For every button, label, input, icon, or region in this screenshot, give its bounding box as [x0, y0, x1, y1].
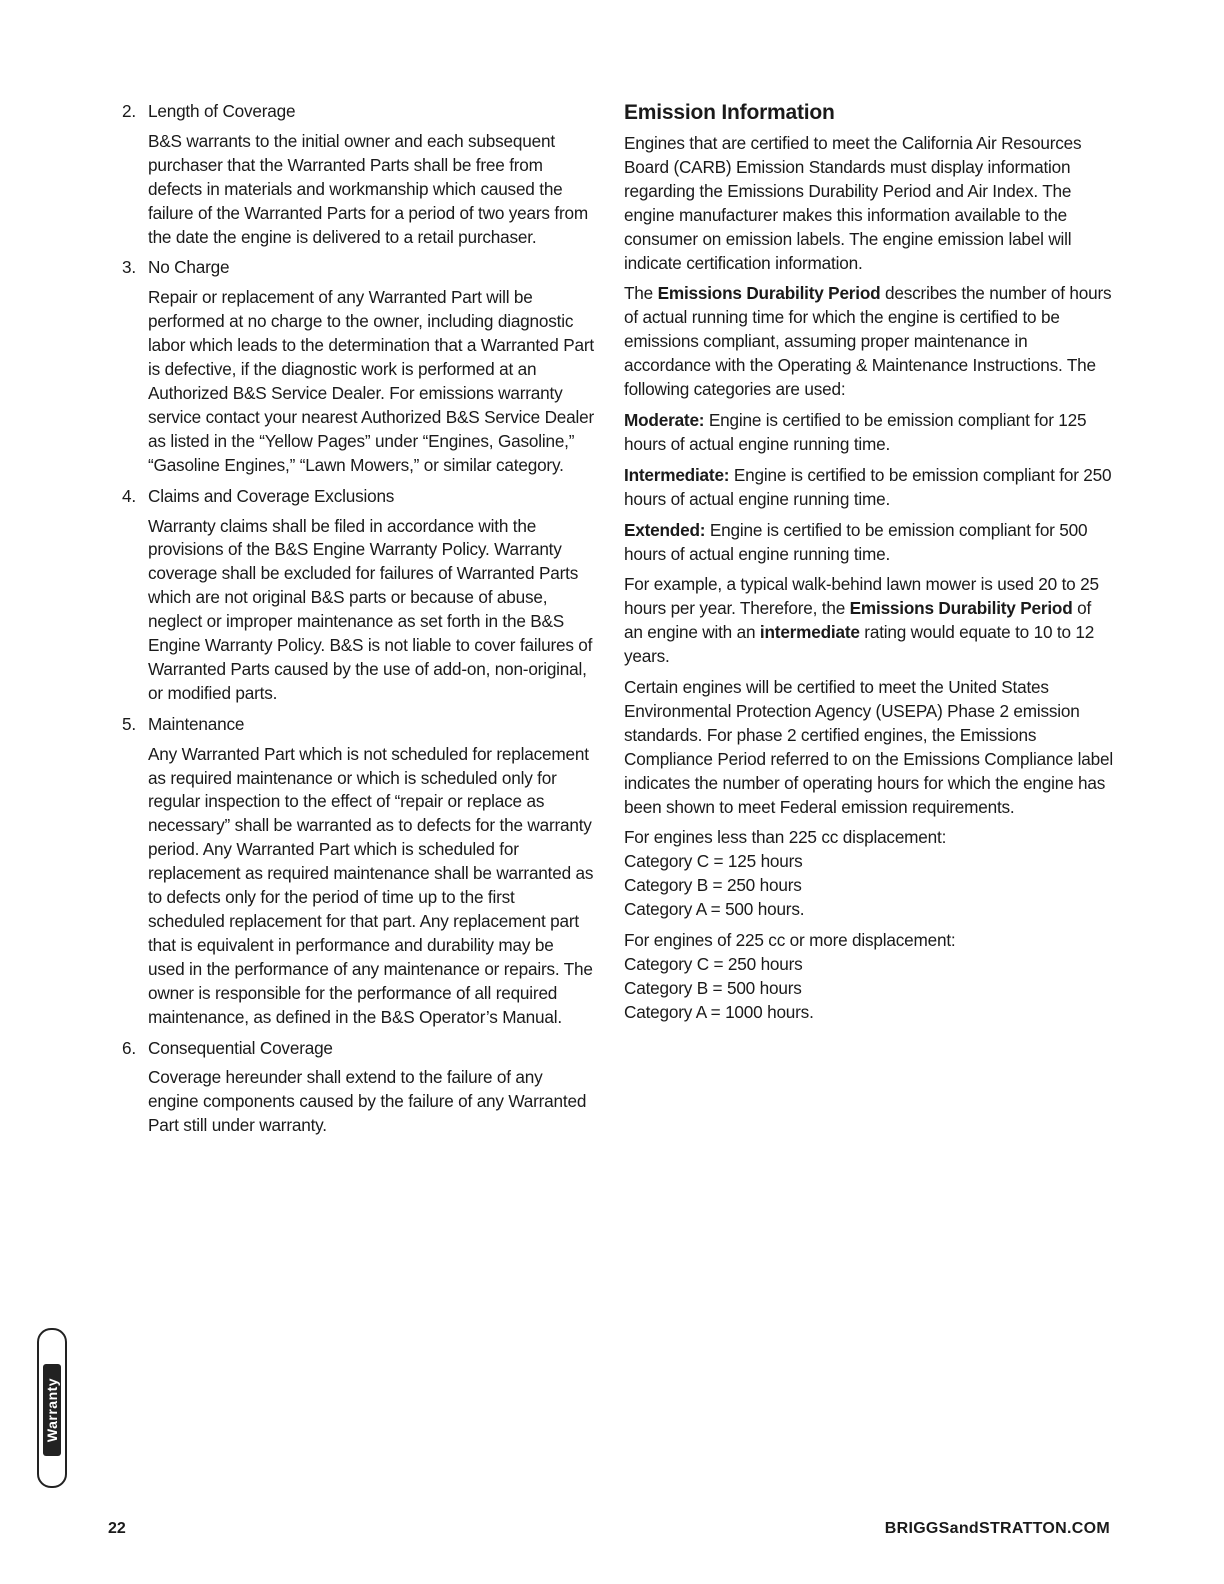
item-body: Repair or replacement of any Warranted Part will be performed at no charge to the owner, including diagnostic labor which leads to the determination that a Warranted Part is defective, if the diagnostic work is performed at an Authorized B&S Service Dealer. For emissions warranty service contact your nearest Authorized B&S Service Dealer as listed in the “Yellow Pages” under “Engines, Gasoline,” “Gasoline Engines,” “Lawn Mowers,” or similar category. — [148, 287, 594, 475]
left-column — [122, 100, 594, 1145]
item-title: Maintenance — [148, 713, 245, 734]
term-emphasis: Emissions Durability Period — [849, 598, 1073, 619]
item-number: 6. — [122, 1037, 136, 1058]
term-emphasis: intermediate — [759, 622, 860, 643]
category-term: Intermediate: — [624, 464, 730, 485]
term-emphasis: Emissions Durability Period — [657, 283, 881, 304]
website-url: BRIGGSandSTRATTON.COM — [884, 1520, 1110, 1537]
warranty-terms-list — [122, 100, 594, 1138]
item-number: 5. — [122, 713, 136, 734]
item-body: B&S warrants to the initial owner and each subsequent purchaser that the Warranted Parts shall be free from defects in materials and workmanship which caused the failure of the Warranted Parts for a period of two years from the date the engine is delivered to a retail purchaser. — [148, 130, 588, 247]
text-span: of an engine with an — [624, 598, 1092, 643]
right-column — [624, 100, 1114, 1032]
large-engine-categories — [624, 929, 1114, 1025]
side-tab-label-box — [43, 1364, 61, 1456]
text-span: The — [624, 283, 658, 304]
category-extended — [624, 519, 1114, 567]
category-term: Extended: — [624, 519, 706, 540]
list-item — [122, 100, 594, 249]
side-tab-label: Warranty — [44, 1377, 60, 1443]
category-text: Engine is certified to be emission compliant for 125 hours of actual engine running time. — [624, 409, 1087, 454]
item-title: Length of Coverage — [148, 101, 296, 121]
small-engine-heading: For engines less than 225 cc displacement: — [624, 827, 947, 848]
list-item — [122, 256, 594, 477]
list-item — [122, 713, 594, 1030]
list-item — [122, 485, 594, 706]
item-title: Claims and Coverage Exclusions — [148, 485, 395, 506]
item-number: 2. — [122, 101, 136, 121]
list-item — [122, 1037, 594, 1139]
page-number: 22 — [108, 1520, 126, 1537]
item-body: Any Warranted Part which is not scheduled for replacement as required maintenance or which is scheduled only for regular inspection to the effect of “repair or replace as necessary” shall be warranted as to defects for the warranty period. Any Warranted Part which is scheduled for replacement as required maintenance shall be warranted as to defects only for the period of time up to the first scheduled replacement for that part. Any replacement part that is equivalent in performance and durability may be used in the performance of any maintenance or repairs. The owner is responsible for the performance of all required maintenance, as defined in the B&S Operator’s Manual. — [148, 743, 594, 1027]
item-title: No Charge — [148, 257, 230, 278]
category-line: Category B = 250 hours — [624, 875, 802, 896]
item-body: Warranty claims shall be filed in accordance with the provisions of the B&S Engine Warranty Policy. Warranty coverage shall be excluded for failures of Warranted Parts which are not original B&S parts or because of abuse, neglect or improper maintenance as set forth in the B&S Engine Warranty Policy. B&S is not liable to cover failures of Warranted Parts caused by the use of add-on, non-original, or modified parts. — [148, 515, 593, 703]
category-moderate — [624, 409, 1114, 457]
item-body: Coverage hereunder shall extend to the failure of any engine components caused by the failure of any Warranted Part still under warranty. — [148, 1067, 587, 1136]
item-title: Consequential Coverage — [148, 1037, 333, 1058]
text-span: For example, a typical walk-behind lawn mower is used 20 to 25 hours per year. Therefore, the — [624, 574, 1099, 619]
usepa-paragraph: Certain engines will be certified to meet the United States Environmental Protection Agency (USEPA) Phase 2 emission standards. For phase 2 certified engines, the Emissions Compliance Period referred to on the Emissions Compliance label indicates the number of operating hours for which the engine has been shown to meet Federal emission requirements. — [624, 677, 1113, 817]
category-line: Category B = 500 hours — [624, 977, 802, 998]
category-line: Category A = 500 hours. — [624, 899, 805, 920]
section-title: Emission Information — [624, 101, 835, 124]
category-term: Moderate: — [624, 409, 705, 430]
category-line: Category A = 1000 hours. — [624, 1001, 814, 1022]
category-intermediate — [624, 464, 1114, 512]
example-paragraph — [624, 573, 1114, 669]
category-text: Engine is certified to be emission compliant for 250 hours of actual engine running time. — [624, 464, 1112, 509]
intro-paragraph: Engines that are certified to meet the California Air Resources Board (CARB) Emission Standards must display information regarding the Emissions Durability Period and Air Index. The engine manufacturer makes this information available to the consumer on emission labels. The engine emission label will indicate certification information. — [624, 133, 1082, 273]
section-side-tab — [37, 1328, 67, 1488]
small-engine-categories — [624, 826, 1114, 922]
category-line: Category C = 125 hours — [624, 851, 803, 872]
large-engine-heading: For engines of 225 cc or more displacement: — [624, 930, 956, 951]
text-span: rating would equate to 10 to 12 years. — [624, 622, 1095, 667]
text-span: describes the number of hours of actual running time for which the engine is certified to be emissions compliant, assuming proper maintenance in accordance with the Operating & Maintenance Instructions. The following categories are used: — [624, 283, 1112, 400]
category-text: Engine is certified to be emission compliant for 500 hours of actual engine running time. — [624, 519, 1088, 564]
category-line: Category C = 250 hours — [624, 954, 803, 974]
item-number: 3. — [122, 257, 136, 278]
durability-period-paragraph — [624, 282, 1114, 402]
item-number: 4. — [122, 485, 136, 506]
